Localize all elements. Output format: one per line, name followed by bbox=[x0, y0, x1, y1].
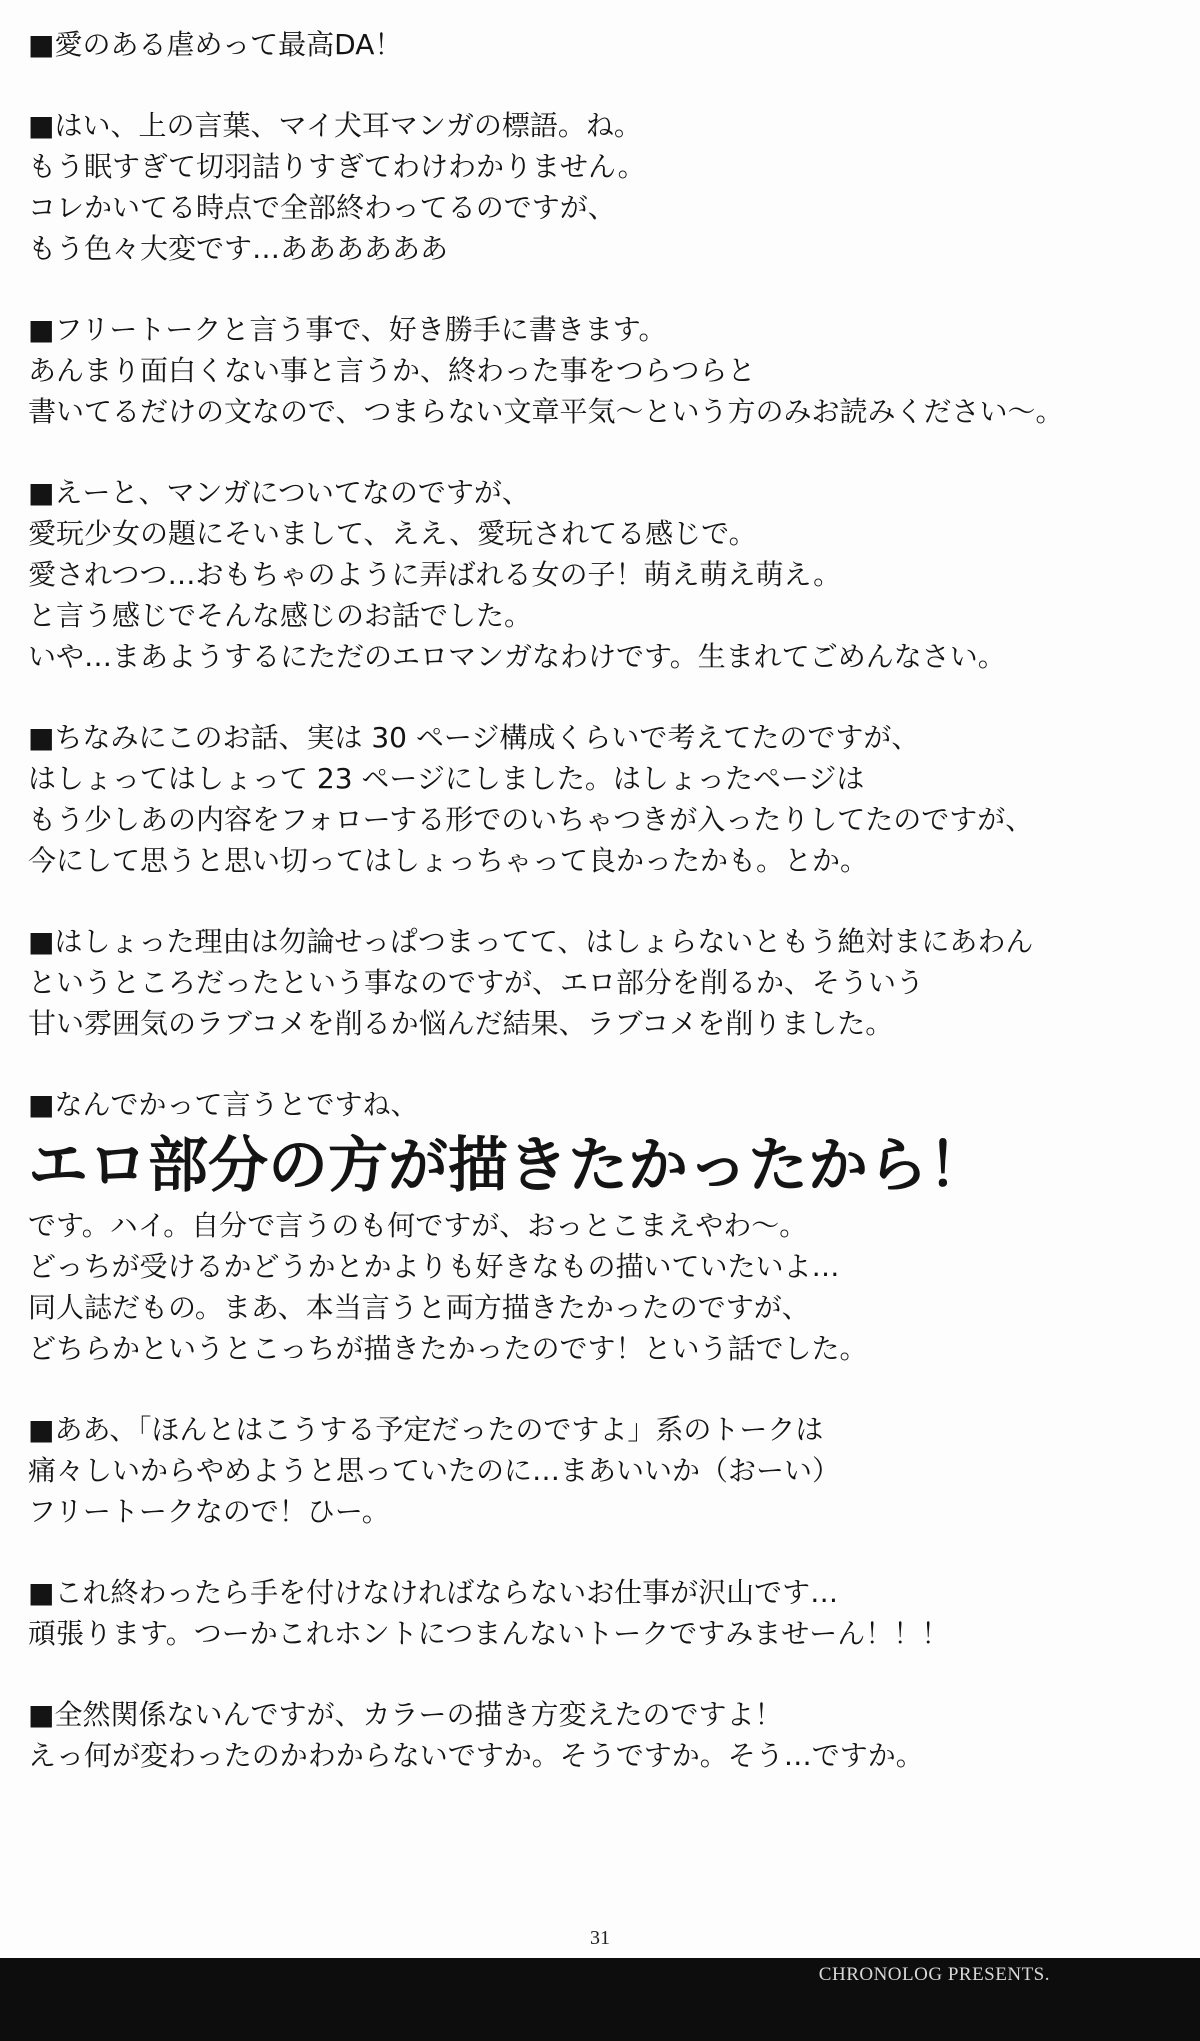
text-line: えっ何が変わったのかわからないですか。そうですか。そう…ですか。 bbox=[28, 1739, 924, 1772]
paragraph-8 bbox=[28, 1409, 1178, 1532]
paragraph-3 bbox=[28, 309, 1178, 432]
text-line: ■これ終わったら手を付けなければならないお仕事が沢山です… bbox=[28, 1576, 839, 1609]
text-line: はしょってはしょって 23 ページにしました。はしょったページは bbox=[28, 762, 865, 795]
text-line: ■ああ、「ほんとはこうする予定だったのですよ」系のトークは bbox=[28, 1413, 824, 1446]
text-line: ■はい、上の言葉、マイ犬耳マンガの標語。ね。 bbox=[28, 109, 642, 142]
text-line: もう眠すぎて切羽詰りすぎてわけわかりません。 bbox=[28, 150, 646, 183]
text-line: 甘い雰囲気のラブコメを削るか悩んだ結果、ラブコメを削りました。 bbox=[28, 1007, 894, 1040]
text-line: 愛玩少女の題にそいまして、ええ、愛玩されてる感じで。 bbox=[28, 517, 757, 550]
emphasis-heading: エロ部分の方が描きたかったから！ bbox=[28, 1131, 988, 1201]
text-line: ■フリートークと言う事で、好き勝手に書きます。 bbox=[28, 313, 667, 346]
footer-bar bbox=[0, 1958, 1200, 2041]
text-line: ■愛のある虐めって最高DA！ bbox=[28, 28, 403, 61]
paragraph-7 bbox=[28, 1084, 1178, 1369]
text-line: 痛々しいからやめようと思っていたのに…まあいいか（おーい） bbox=[28, 1454, 841, 1487]
text-line: 愛されつつ…おもちゃのように弄ばれる女の子！萌え萌え萌え。 bbox=[28, 558, 842, 591]
text-line: と言う感じでそんな感じのお話でした。 bbox=[28, 599, 533, 632]
text-line: ■なんでかって言うとですね、 bbox=[28, 1088, 419, 1121]
text-line: いや…まあようするにただのエロマンガなわけです。生まれてごめんなさい。 bbox=[28, 640, 1006, 673]
paragraph-6 bbox=[28, 921, 1178, 1044]
text-line: です。ハイ。自分で言うのも何ですが、おっとこまえやわ～。 bbox=[28, 1209, 808, 1242]
paragraph-4 bbox=[28, 472, 1178, 677]
text-line: どちらかというとこっちが描きたかったのです！という話でした。 bbox=[28, 1332, 868, 1365]
text-line: ■はしょった理由は勿論せっぱつまってて、はしょらないともう絶対まにあわん bbox=[28, 925, 1034, 958]
text-line: もう色々大変です…ああああああ bbox=[28, 232, 449, 265]
text-line: コレかいてる時点で全部終わってるのですが、 bbox=[28, 191, 616, 224]
text-line: ■えーと、マンガについてなのですが、 bbox=[28, 476, 530, 509]
text-line: もう少しあの内容をフォローする形でのいちゃつきが入ったりしてたのですが、 bbox=[28, 803, 1034, 836]
text-line: 同人誌だもの。まあ、本当言うと両方描きたかったのですが、 bbox=[28, 1291, 810, 1324]
text-line: ■全然関係ないんですが、カラーの描き方変えたのですよ！ bbox=[28, 1698, 783, 1731]
footer-brand: CHRONOLOG PRESENTS. bbox=[818, 1964, 1050, 1985]
text-line: 書いてるだけの文なので、つまらない文章平気～という方のみお読みください～。 bbox=[28, 395, 1064, 428]
free-talk-body bbox=[28, 24, 1178, 1816]
paragraph-2 bbox=[28, 105, 1178, 269]
text-line: ■ちなみにこのお話、実は 30 ページ構成くらいで考えてたのですが、 bbox=[28, 721, 920, 754]
paragraph-9 bbox=[28, 1572, 1178, 1654]
paragraph-1 bbox=[28, 24, 1178, 65]
text-line: というところだったという事なのですが、エロ部分を削るか、そういう bbox=[28, 966, 925, 999]
page-number: 31 bbox=[590, 1927, 610, 1949]
text-line: 頑張ります。つーかこれホントにつまんないトークですみませーん！！！ bbox=[28, 1617, 950, 1650]
text-line: 今にして思うと思い切ってはしょっちゃって良かったかも。とか。 bbox=[28, 844, 869, 877]
paragraph-5 bbox=[28, 717, 1178, 881]
text-line: あんまり面白くない事と言うか、終わった事をつらつらと bbox=[28, 354, 756, 387]
text-line: どっちが受けるかどうかとかよりも好きなもの描いていたいよ… bbox=[28, 1250, 840, 1283]
paragraph-10 bbox=[28, 1694, 1178, 1776]
text-line: フリートークなので！ひー。 bbox=[28, 1495, 390, 1528]
